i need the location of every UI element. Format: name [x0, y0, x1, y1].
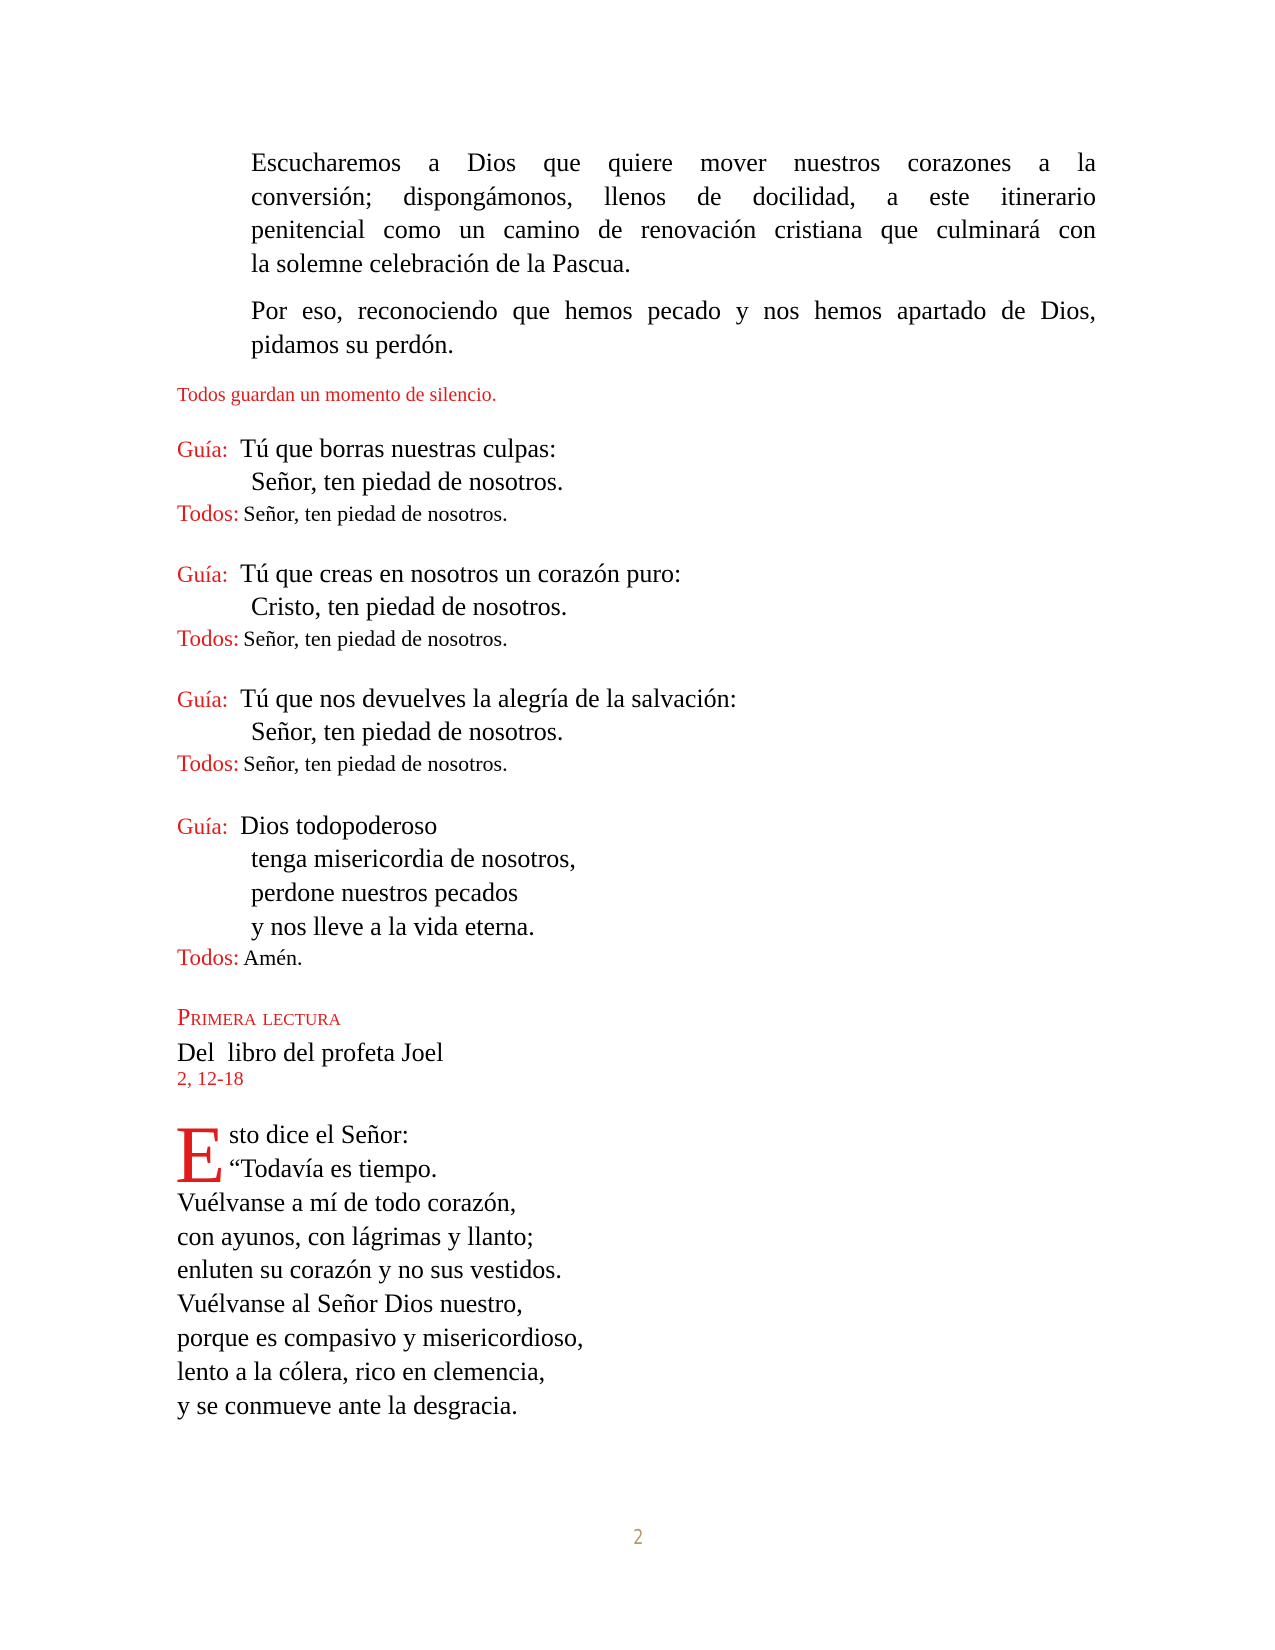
reading-line: con ayunos, con lágrimas y llanto; [177, 1222, 534, 1251]
guide-line: Señor, ten piedad de nosotros. [251, 467, 564, 496]
all-response: Señor, ten piedad de nosotros. [243, 501, 508, 526]
drop-cap: E [175, 1109, 226, 1200]
reading-line: Vuélvanse al Señor Dios nuestro, [177, 1289, 523, 1318]
intro-paragraph-2 [251, 294, 1096, 361]
invocation-1 [177, 434, 556, 464]
invocation-2 [177, 559, 681, 589]
all-response: Señor, ten piedad de nosotros. [243, 626, 508, 651]
reading-line: “Todavía es tiempo. [229, 1154, 438, 1183]
all-response: Amén. [243, 945, 303, 970]
reading-line: sto dice el Señor: [229, 1120, 409, 1149]
reading-citation: 2, 12-18 [177, 1068, 244, 1090]
guide-line: Dios todopoderoso [240, 811, 438, 840]
reading-line: porque es compasivo y misericordioso, [177, 1323, 584, 1352]
guide-line: perdone nuestros pecados [251, 878, 519, 907]
guide-label: Guía: [177, 687, 229, 712]
all-response: Señor, ten piedad de nosotros. [243, 751, 508, 776]
guide-line: Cristo, ten piedad de nosotros. [251, 592, 568, 621]
guide-line: Señor, ten piedad de nosotros. [251, 717, 564, 746]
all-response-1 [177, 501, 508, 527]
intro-paragraph-1 [251, 146, 1096, 280]
all-label: Todos: [177, 751, 240, 776]
page-number: 2 [633, 1525, 644, 1549]
guide-line: Tú que borras nuestras culpas: [240, 434, 557, 463]
all-response-3 [177, 751, 508, 777]
reading-heading: Primera lectura [177, 1005, 341, 1031]
text-line: Escucharemos a Dios que quiere mover nuestros corazones a la [251, 148, 1096, 177]
reading-line: lento a la cólera, rico en clemencia, [177, 1357, 546, 1386]
reading-line: Vuélvanse a mí de todo corazón, [177, 1188, 517, 1217]
guide-line: tenga misericordia de nosotros, [251, 844, 576, 873]
all-response-4 [177, 945, 303, 971]
all-label: Todos: [177, 626, 240, 651]
text-line: Por eso, reconociendo que hemos pecado y nos hemos apartado de Dios, [251, 296, 1096, 325]
rubric-silence: Todos guardan un momento de silencio. [177, 384, 497, 406]
guide-line: Tú que nos devuelves la alegría de la salvación: [240, 684, 737, 713]
text-line: penitencial como un camino de renovación cristiana que culminará con [251, 215, 1096, 245]
guide-label: Guía: [177, 814, 229, 839]
all-label: Todos: [177, 501, 240, 526]
text-line: pidamos su perdón. [251, 329, 454, 359]
guide-line: y nos lleve a la vida eterna. [251, 912, 535, 941]
reading-line: y se conmueve ante la desgracia. [177, 1391, 518, 1420]
guide-line: Tú que creas en nosotros un corazón puro: [240, 559, 682, 588]
all-label: Todos: [177, 945, 240, 970]
text-line: la solemne celebración de la Pascua. [251, 248, 631, 278]
text-line: conversión; dispongámonos, llenos de docilidad, a este itinerario [251, 181, 1096, 211]
invocation-4 [177, 811, 437, 841]
invocation-3 [177, 684, 737, 714]
guide-label: Guía: [177, 562, 229, 587]
guide-label: Guía: [177, 437, 229, 462]
reading-source: Del libro del profeta Joel [177, 1038, 444, 1067]
all-response-2 [177, 626, 508, 652]
reading-line: enluten su corazón y no sus vestidos. [177, 1255, 562, 1284]
